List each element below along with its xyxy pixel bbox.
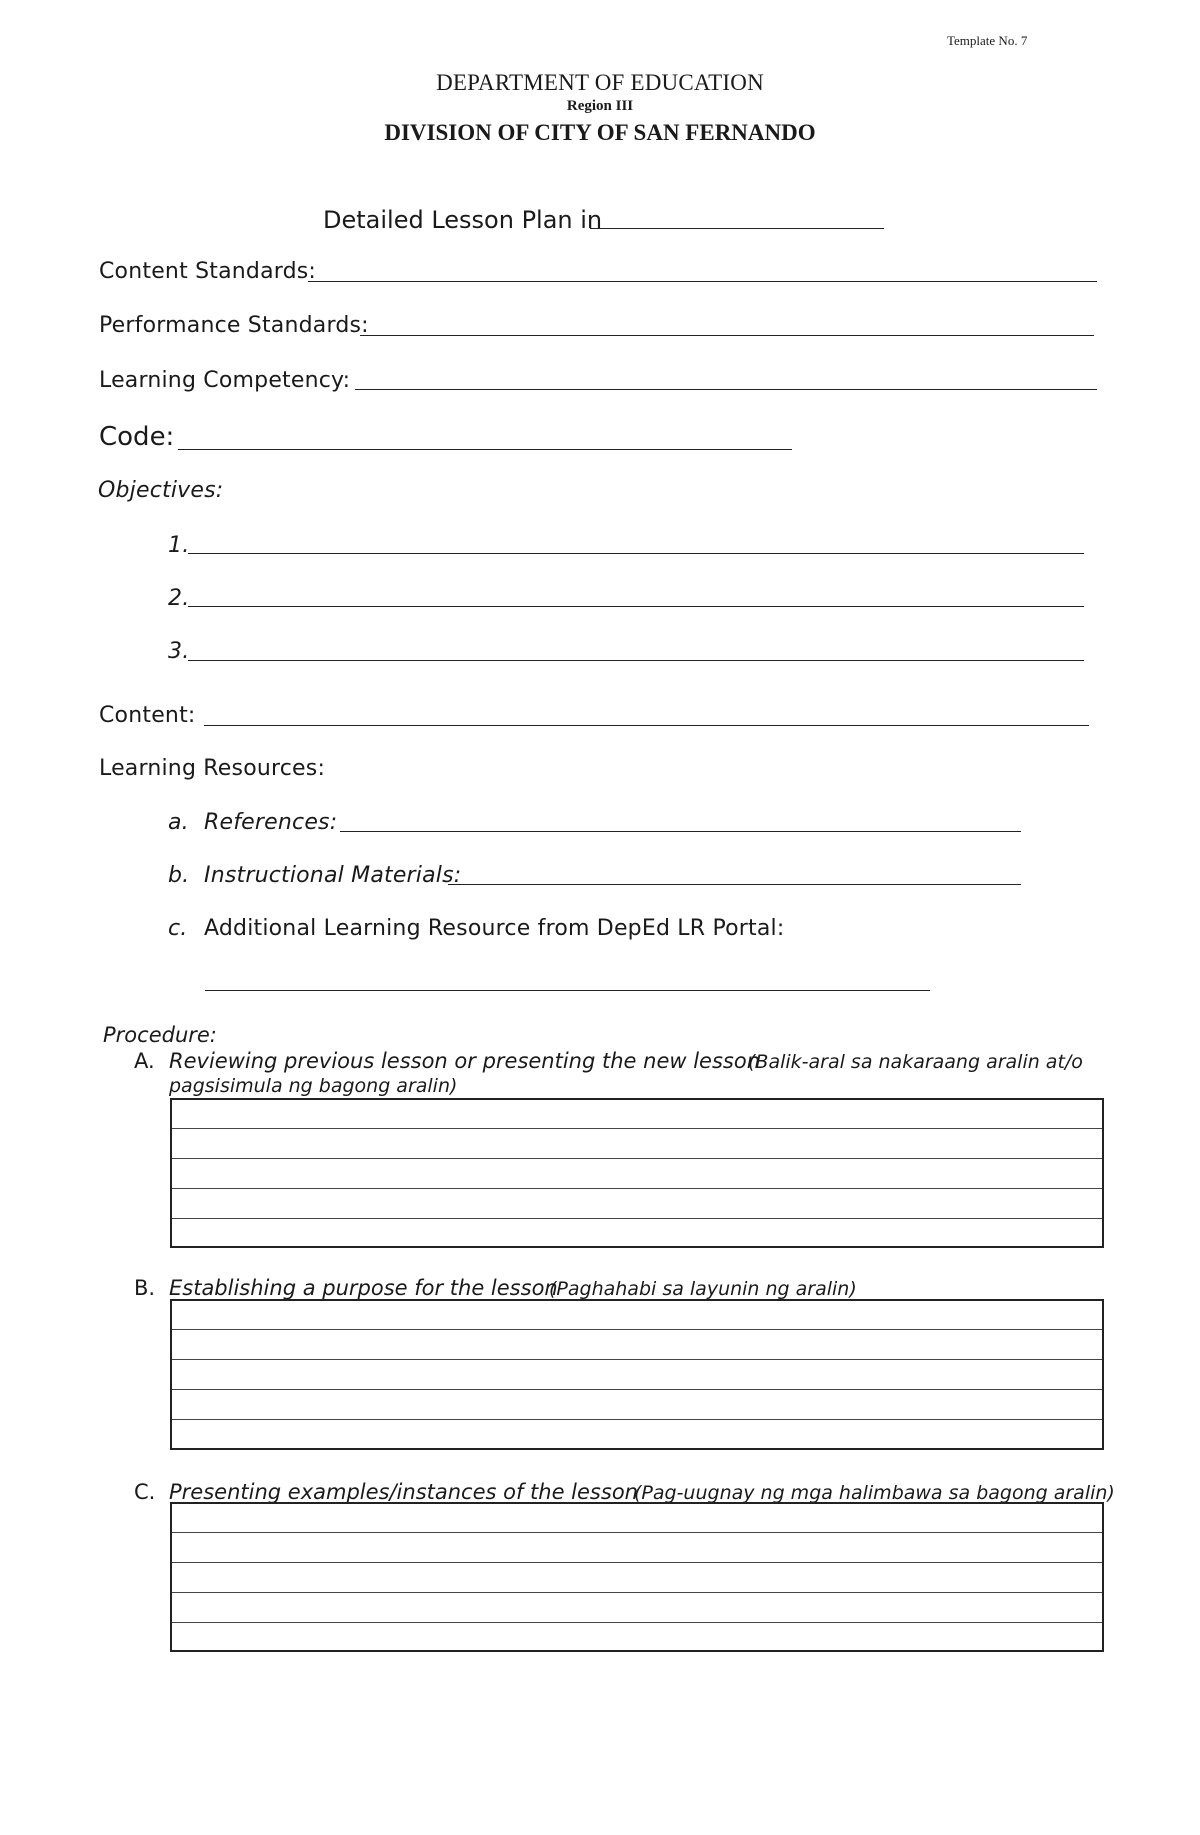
code-label: Code:: [99, 422, 175, 452]
procedure-a-row-line: [172, 1158, 1102, 1159]
content-standards-blank[interactable]: [308, 281, 1097, 282]
content-label: Content:: [99, 703, 196, 728]
procedure-b-row-line: [172, 1419, 1102, 1420]
division-title: DIVISION OF CITY OF SAN FERNANDO: [384, 120, 816, 145]
procedure-c-row-line: [172, 1622, 1102, 1623]
region-title: Region III: [566, 98, 634, 114]
objective-number-2: 2.: [168, 586, 190, 611]
procedure-c-title: Presenting examples/instances of the lesson: [169, 1480, 638, 1504]
content-standards-label: Content Standards:: [99, 259, 317, 284]
subject-blank[interactable]: [590, 228, 884, 229]
references-label: References:: [204, 810, 338, 835]
objectives-label: Objectives:: [98, 478, 224, 503]
objective-number-1: 1.: [168, 533, 190, 558]
performance-standards-blank[interactable]: [360, 335, 1094, 336]
procedure-a-marker: A.: [134, 1049, 155, 1073]
procedure-a-title: Reviewing previous lesson or presenting the new lesson: [169, 1049, 761, 1073]
procedure-a-row-line: [172, 1218, 1102, 1219]
learning-competency-label: Learning Competency:: [99, 368, 351, 393]
procedure-b-row-line: [172, 1329, 1102, 1330]
procedure-a-subtitle-2: pagsisimula ng bagong aralin): [169, 1075, 458, 1097]
procedure-a-subtitle-1: (Balik-aral sa nakaraang aralin at/o: [748, 1051, 1083, 1073]
objective-blank-3[interactable]: [188, 660, 1084, 661]
procedure-b-table[interactable]: [170, 1299, 1104, 1450]
procedure-c-marker: C.: [134, 1480, 156, 1504]
objective-number-3: 3.: [168, 639, 190, 664]
procedure-a-table[interactable]: [170, 1098, 1104, 1248]
resource-marker-c: c.: [168, 916, 188, 941]
procedure-b-marker: B.: [134, 1276, 156, 1300]
performance-standards-label: Performance Standards:: [99, 313, 369, 338]
procedure-b-title: Establishing a purpose for the lesson: [169, 1276, 558, 1300]
template-number: Template No. 7: [947, 33, 1028, 48]
procedure-c-subtitle: (Pag-uugnay ng mga halimbawa sa bagong aralin): [634, 1482, 1115, 1504]
learning-resources-label: Learning Resources:: [99, 756, 326, 781]
resource-marker-b: b.: [168, 863, 190, 888]
procedure-c-row-line: [172, 1592, 1102, 1593]
procedure-a-row-line: [172, 1188, 1102, 1189]
procedure-a-row-line: [172, 1128, 1102, 1129]
department-title: DEPARTMENT OF EDUCATION: [436, 70, 764, 95]
resource-marker-a: a.: [168, 810, 189, 835]
instructional-materials-label: Instructional Materials:: [204, 863, 462, 888]
additional-resource-label: Additional Learning Resource from DepEd LR Portal:: [204, 916, 785, 941]
additional-resource-blank[interactable]: [205, 990, 930, 991]
form-title: Detailed Lesson Plan in: [323, 206, 603, 234]
procedure-b-row-line: [172, 1359, 1102, 1360]
content-blank[interactable]: [204, 725, 1089, 726]
procedure-c-table[interactable]: [170, 1502, 1104, 1652]
instructional-materials-blank[interactable]: [448, 884, 1021, 885]
references-blank[interactable]: [340, 831, 1021, 832]
procedure-b-row-line: [172, 1389, 1102, 1390]
procedure-c-row-line: [172, 1532, 1102, 1533]
procedure-c-row-line: [172, 1562, 1102, 1563]
procedure-label: Procedure:: [103, 1023, 217, 1047]
objective-blank-2[interactable]: [188, 606, 1084, 607]
objective-blank-1[interactable]: [188, 553, 1084, 554]
code-blank[interactable]: [178, 449, 792, 450]
learning-competency-blank[interactable]: [355, 389, 1097, 390]
procedure-b-subtitle: (Paghahabi sa layunin ng aralin): [549, 1278, 857, 1300]
